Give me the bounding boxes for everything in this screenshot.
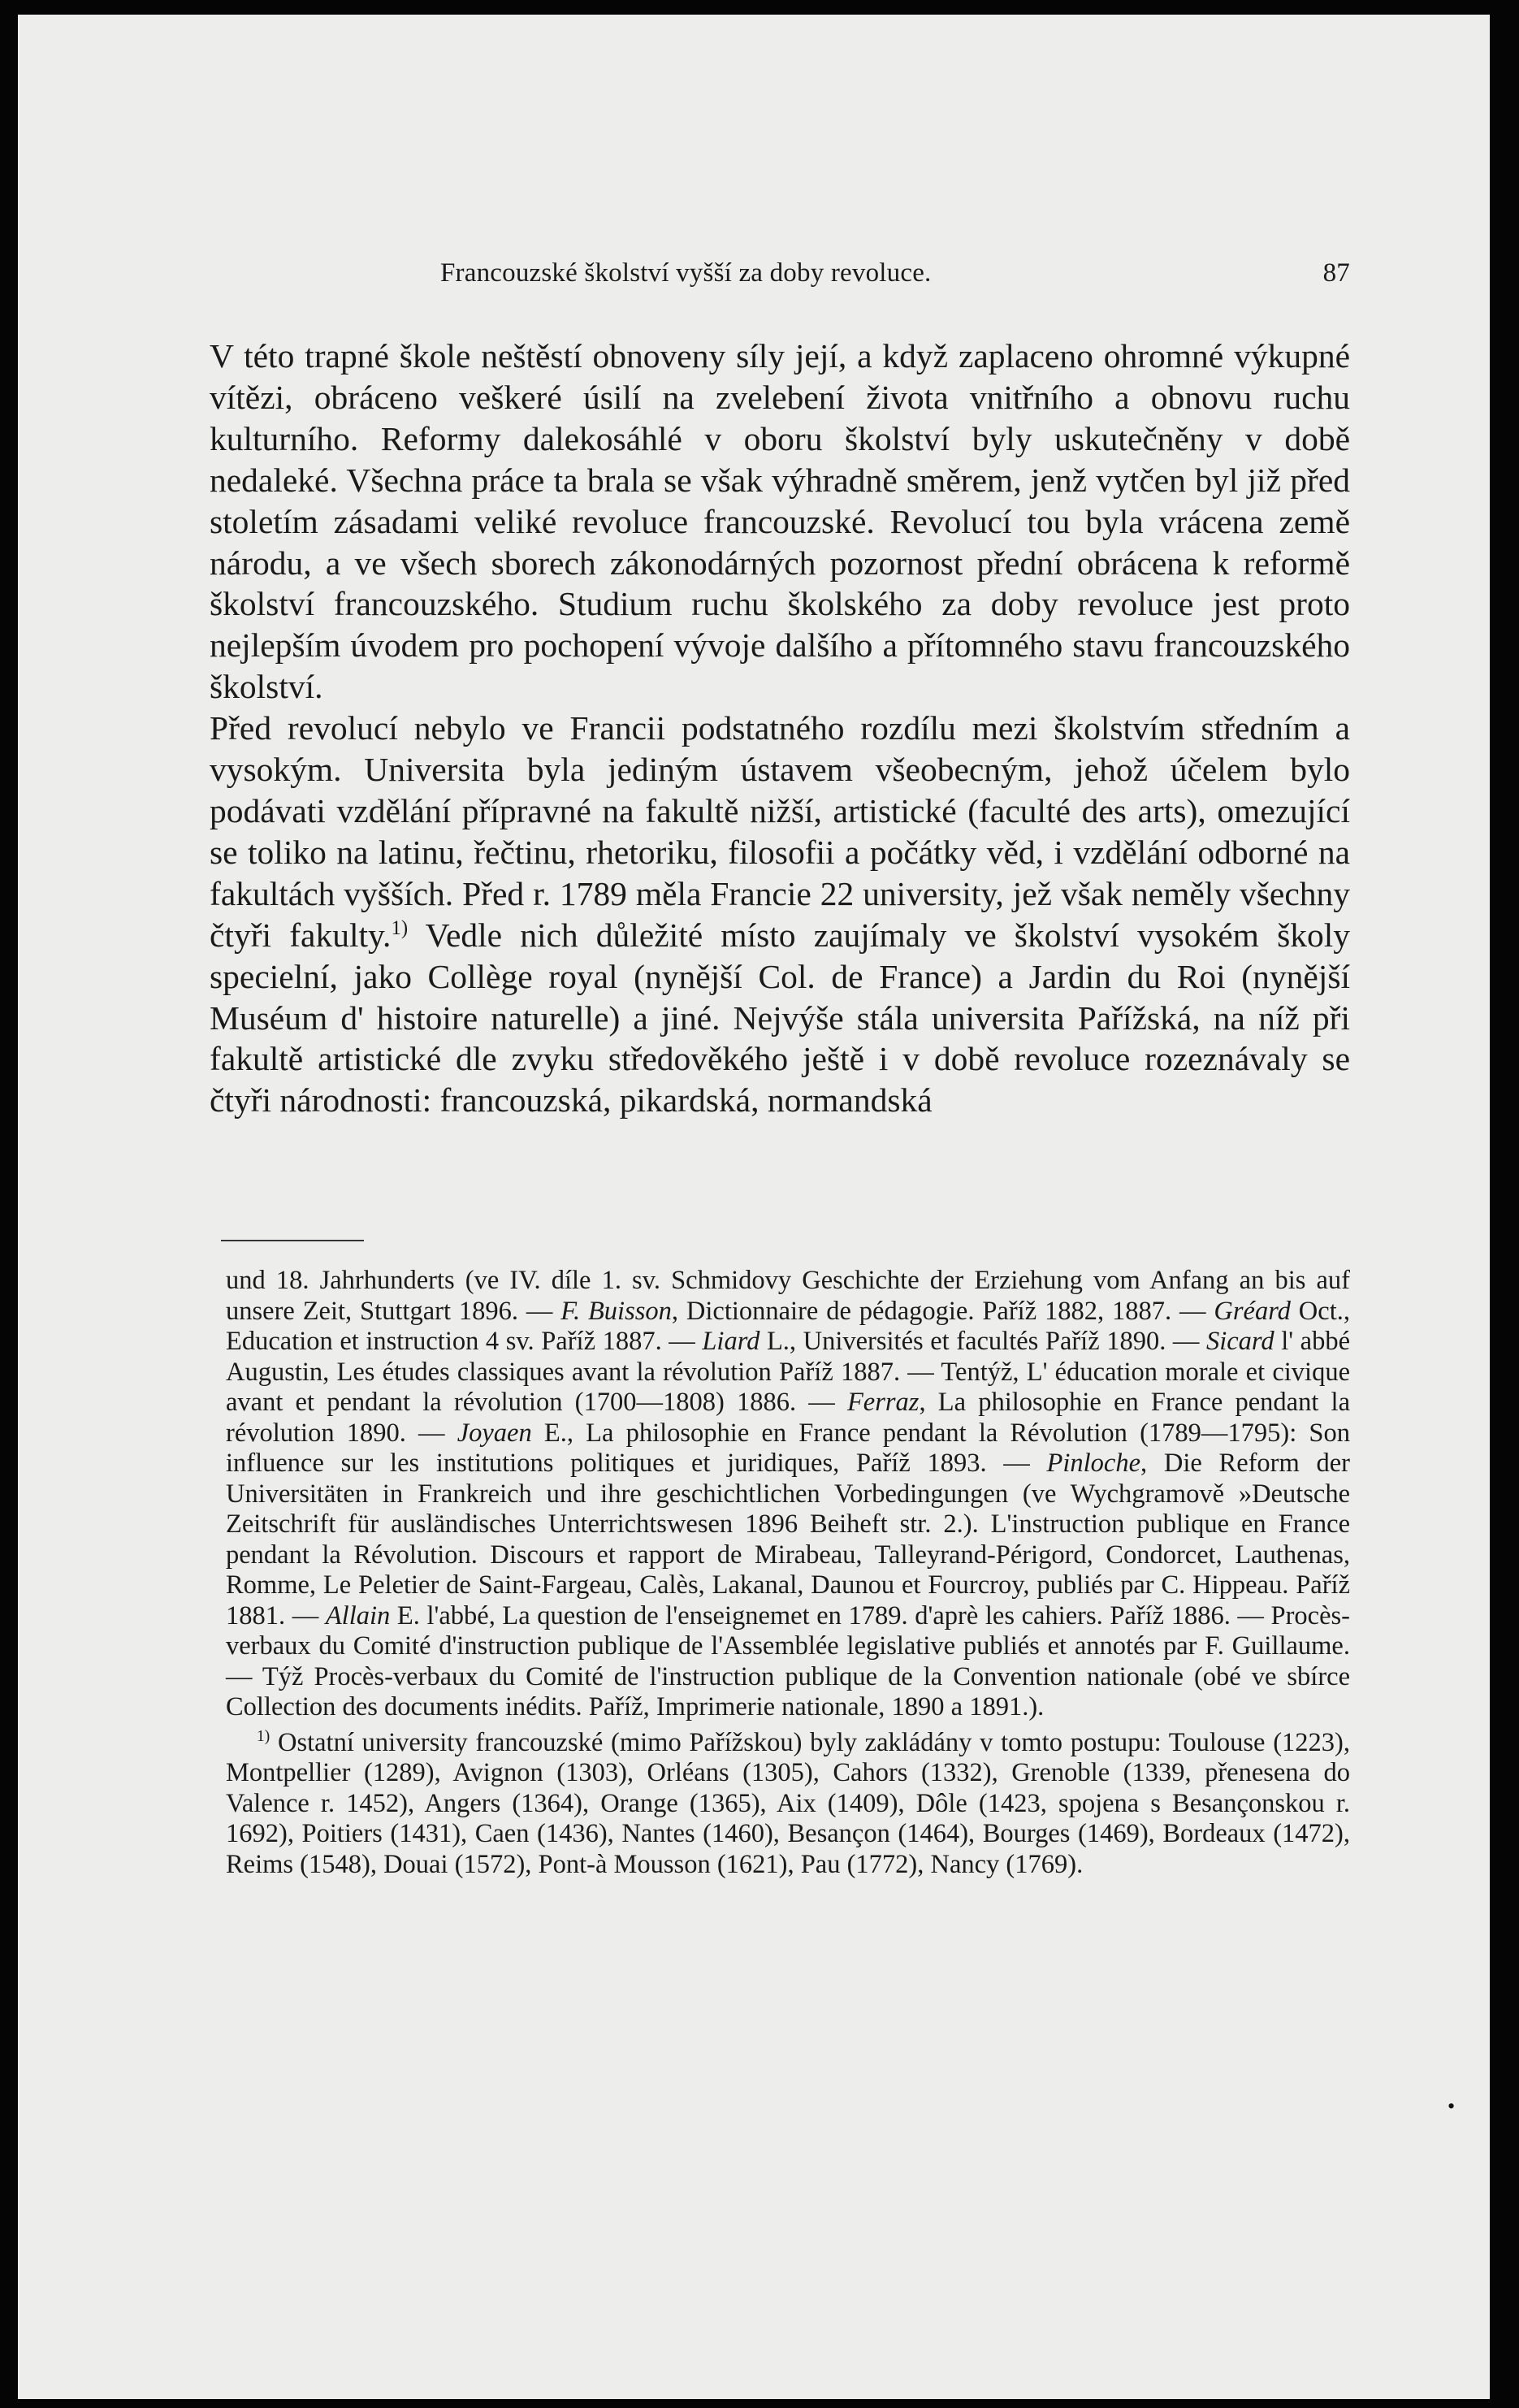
paragraph-2-part-a: Před revolucí nebylo ve Francii podstatného rozdílu mezi školstvím středním a vysokým. Universita byla jediným ústavem všeobecným, jehož účelem bylo podávati vzdělání přípravné na fakultě nižší, artistické (faculté des arts), omezující se toliko na latinu, řečtinu, rhetoriku, filosofii a počátky věd, i vzdělání odborné na fakultách vyšších. Před r. 1789 měla Francie 22 university, jež však neměly všechny čtyři fakulty.	[210, 709, 1350, 954]
footnote-divider	[221, 1240, 364, 1241]
author-name: Liard	[702, 1327, 760, 1356]
footnote-1	[226, 1728, 1350, 1881]
author-name: F. Buisson	[560, 1296, 672, 1326]
footnote-1-text: Ostatní university francouzské (mimo Pařížskou) byly zakládány v tomto postupu: Toulouse (1223), Montpellier (1289), Avignon (1303), Orléans (1305), Cahors (1332), Grenoble (1339, přenesena do Valence r. 1452), Angers (1364), Orange (1365), Aix (1409), Dôle (1423, spojena s Besançonskou r. 1692), Poitiers (1431), Caen (1436), Nantes (1460), Besançon (1464), Bourges (1469), Bordeaux (1472), Reims (1548), Douai (1572), Pont-à Mousson (1621), Pau (1772), Nancy (1769).	[226, 1727, 1350, 1879]
author-name: Sicard	[1205, 1327, 1274, 1356]
book-page	[18, 15, 1490, 2399]
footnote-mark: 1)	[257, 1727, 270, 1745]
footnotes	[226, 1266, 1350, 1880]
author-name: Allain	[325, 1600, 391, 1631]
author-name: Ferraz	[846, 1388, 920, 1417]
author-name: Joyaen	[457, 1418, 532, 1448]
ink-mark: •	[1448, 2094, 1456, 2118]
paragraph-2	[210, 708, 1350, 1121]
running-title: Francouzské školství vyšší za doby revoluce.	[440, 258, 932, 288]
author-name: Gréard	[1214, 1296, 1291, 1326]
paragraph-2-part-b: Vedle nich důležité místo zaujímaly ve školství vysokém školy specielní, jako Collège royal (nynější Col. de France) a Jardin du Roi (nynější Muséum d' histoire naturelle) a jiné. Nejvýše stála universita Pařížská, na níž při fakultě artistické dle zvyku středověkého ještě i v době revoluce rozeznávaly se čtyři národnosti: francouzská, pikardská, normandská	[210, 916, 1351, 1120]
page-number: 87	[1322, 258, 1350, 288]
footnote-ref: 1)	[391, 916, 409, 939]
paragraph-1: V této trapné škole neštěstí obnoveny síly její, a když zaplaceno ohromné výkupné vítězi, obráceno veškeré úsilí na zvelebení života vnitřního a obnovu ruchu kulturního. Reformy dalekosáhlé v oboru školství byly uskutečněny v době nedaleké. Všechna práce ta brala se však výhradně směrem, jenž vytčen byl již před stoletím zásadami veliké revoluce francouzské. Revolucí tou byla vrácena země národu, a ve všech sborech zákonodárných pozornost přední obrácena k reformě školství francouzského. Studium ruchu školského za doby revoluce jest proto nejlepším úvodem pro pochopení vývoje dalšího a přítomného stavu francouzského školství.	[210, 337, 1350, 706]
bibliography-note: und 18. Jahrhunderts (ve IV. díle 1. sv. Schmidovy Geschichte der Erziehung vom Anfang an bis auf unsere Zeit, Stuttgart 1896. — F. Buisson, Dictionnaire de pédagogie. Paříž 1882, 1887. — Gréard Oct., Education et instruction 4 sv. Paříž 1887. — Liard L., Universités et facultés Paříž 1890. — Sicard l' abbé Augustin, Les études classiques avant la révolution Paříž 1887. — Tentýž, L' éducation morale et civique avant et pendant la révolution (1700—1808) 1886. — Ferraz, La philosophie en France pendant la révolution 1890. — Joyaen E., La philosophie en France pendant la Révolution (1789—1795): Son influence sur les institutions politiques et juridiques, Paříž 1893. — Pinloche, Die Reform der Universitäten in Frankreich und ihre geschichtlichen Vorbedingungen (ve Wychgramově »Deutsche Zeitschrift für ausländisches Unterrichtswesen 1896 Beiheft str. 2.). L'instruction publique en France pendant la Révolution. Discours et rapport de Mirabeau, Talleyrand-Périgord, Condorcet, Lauthenas, Romme, Le Peletier de Saint-Fargeau, Calès, Lakanal, Daunou et Fourcroy, publiés par C. Hippeau. Paříž 1881. — Allain E. l'abbé, La question de l'enseignemet en 1789. d'aprè les cahiers. Paříž 1886. — Procès-verbaux du Comité d'instruction publique de l'Assemblée legislative publiés et annotés par F. Guillaume. — Týž Procès-verbaux du Comité de l'instruction publique de la Convention nationale (obé ve sbírce Collection des documents inédits. Paříž, Imprimerie nationale, 1890 a 1891.).	[226, 1266, 1351, 1722]
main-text	[210, 336, 1350, 1121]
author-name: Pinloche	[1046, 1449, 1141, 1478]
